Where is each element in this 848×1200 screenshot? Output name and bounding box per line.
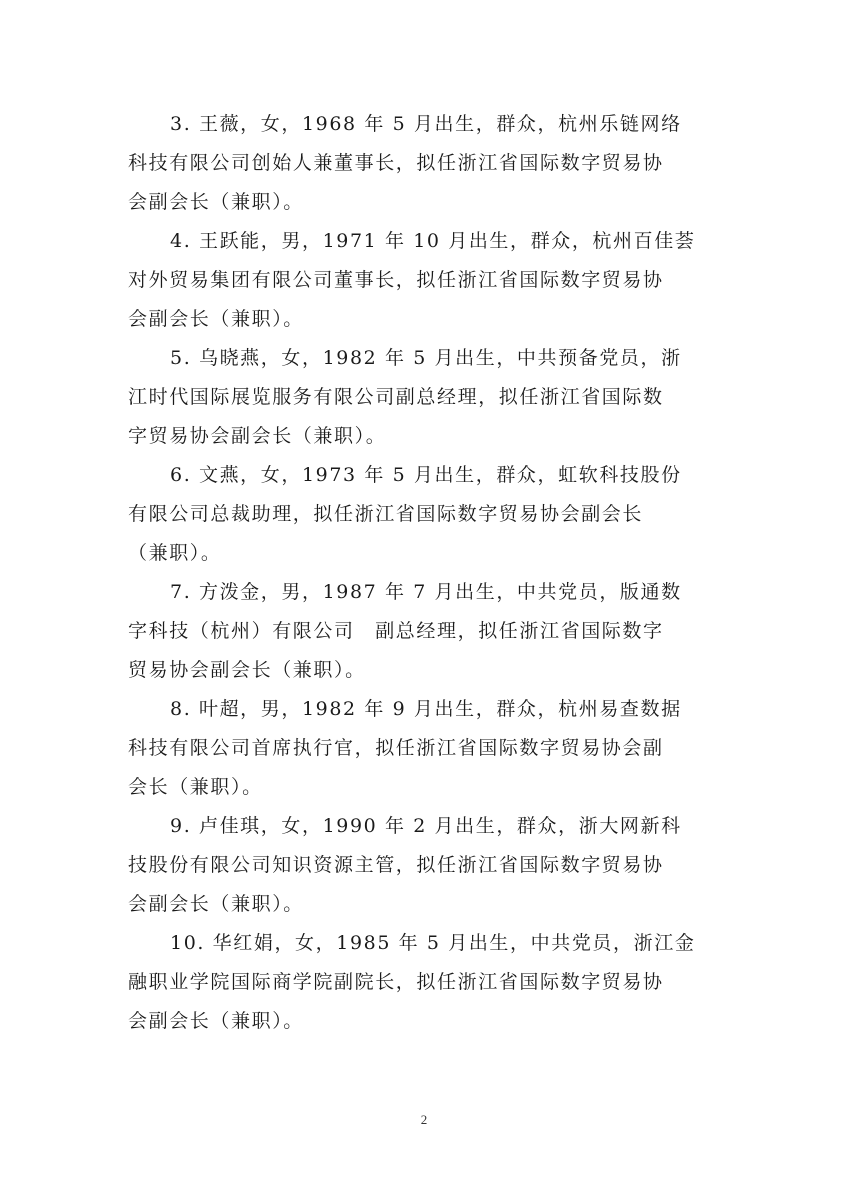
paragraph-line: 会副会长（兼职）。	[128, 308, 304, 330]
paragraph-line: 7. 方泼金，男，1987 年 7 月出生，中共党员，版通数	[170, 581, 682, 603]
paragraph-line: 3. 王薇，女，1968 年 5 月出生，群众，杭州乐链网络	[170, 113, 682, 135]
paragraph-line: （兼职）。	[128, 542, 222, 564]
paragraph-line: 字科技（杭州）有限公司 副总经理，拟任浙江省国际数字	[128, 620, 664, 642]
paragraph-line: 8. 叶超，男，1982 年 9 月出生，群众，杭州易查数据	[170, 698, 682, 720]
paragraph-line: 技股份有限公司知识资源主管，拟任浙江省国际数字贸易协	[128, 854, 664, 876]
paragraph-line: 江时代国际展览服务有限公司副总经理，拟任浙江省国际数	[128, 386, 664, 408]
document-body	[128, 105, 720, 1041]
paragraph-line: 融职业学院国际商学院副院长，拟任浙江省国际数字贸易协	[128, 971, 664, 993]
nominee-paragraph-6	[128, 456, 720, 573]
paragraph-line: 4. 王跃能，男，1971 年 10 月出生，群众，杭州百佳荟	[170, 230, 696, 252]
page-number: 2	[420, 1112, 428, 1127]
paragraph-line: 科技有限公司首席执行官，拟任浙江省国际数字贸易协会副	[128, 737, 664, 759]
nominee-paragraph-5	[128, 339, 720, 456]
nominee-paragraph-9	[128, 807, 720, 924]
paragraph-line: 5. 乌晓燕，女，1982 年 5 月出生，中共预备党员，浙	[170, 347, 682, 369]
paragraph-line: 贸易协会副会长（兼职）。	[128, 659, 366, 681]
paragraph-line: 6. 文燕，女，1973 年 5 月出生，群众，虹软科技股份	[170, 464, 682, 486]
paragraph-line: 会副会长（兼职）。	[128, 893, 304, 915]
nominee-paragraph-10	[128, 924, 720, 1041]
paragraph-line: 科技有限公司创始人兼董事长，拟任浙江省国际数字贸易协	[128, 152, 664, 174]
nominee-paragraph-4	[128, 222, 720, 339]
paragraph-line: 会副会长（兼职）。	[128, 191, 304, 213]
paragraph-line: 会长（兼职）。	[128, 776, 263, 798]
paragraph-line: 有限公司总裁助理，拟任浙江省国际数字贸易协会副会长	[128, 503, 644, 525]
paragraph-line: 字贸易协会副会长（兼职）。	[128, 425, 387, 447]
paragraph-line: 10. 华红娟，女，1985 年 5 月出生，中共党员，浙江金	[170, 932, 696, 954]
nominee-paragraph-3	[128, 105, 720, 222]
paragraph-line: 9. 卢佳琪，女，1990 年 2 月出生，群众，浙大网新科	[170, 815, 682, 837]
nominee-paragraph-7	[128, 573, 720, 690]
nominee-paragraph-8	[128, 690, 720, 807]
paragraph-line: 对外贸易集团有限公司董事长，拟任浙江省国际数字贸易协	[128, 269, 664, 291]
paragraph-line: 会副会长（兼职）。	[128, 1010, 304, 1032]
